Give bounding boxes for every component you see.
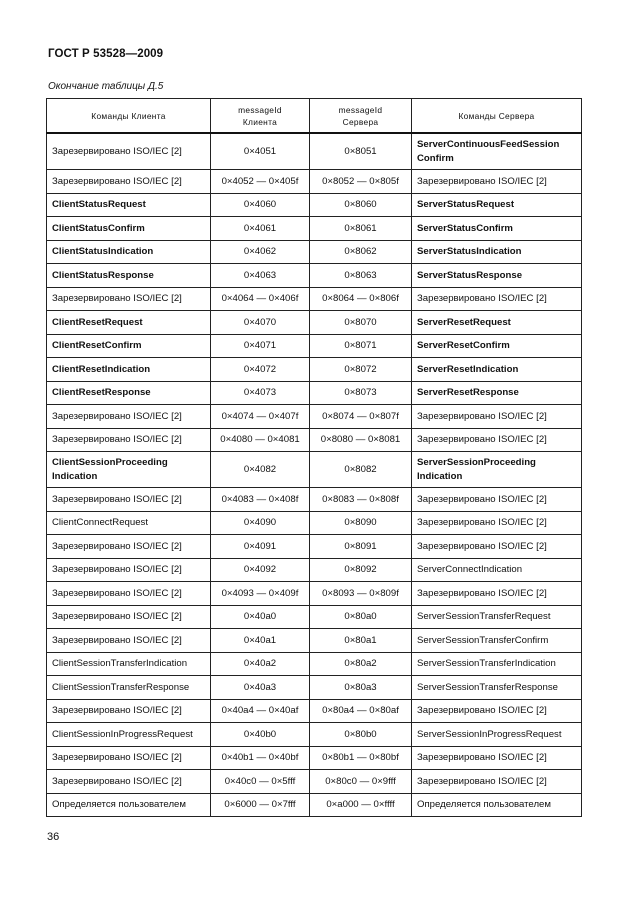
table-row [47, 652, 582, 676]
server-command-cell: ServerStatusResponse [412, 264, 582, 288]
table-row [47, 793, 582, 817]
table-row [47, 193, 582, 217]
client-command-cell: Зарезервировано ISO/IEC [2] [47, 488, 211, 512]
server-command-cell: Зарезервировано ISO/IEC [2] [412, 746, 582, 770]
table-row [47, 676, 582, 700]
table-row [47, 558, 582, 582]
client-command-cell: ClientConnectRequest [47, 511, 211, 535]
page-number: 36 [47, 831, 60, 843]
server-message-id-cell: 0×8051 [310, 133, 412, 170]
client-message-id-cell: 0×4074 — 0×407f [211, 405, 310, 429]
client-command-cell: ClientResetConfirm [47, 334, 211, 358]
table-row [47, 381, 582, 405]
server-message-id-cell: 0×8091 [310, 535, 412, 559]
server-command-cell: Зарезервировано ISO/IEC [2] [412, 699, 582, 723]
server-message-id-cell: 0×80b1 — 0×80bf [310, 746, 412, 770]
server-message-id-cell: 0×8092 [310, 558, 412, 582]
client-command-cell: Зарезервировано ISO/IEC [2] [47, 170, 211, 194]
client-message-id-cell: 0×40a2 [211, 652, 310, 676]
table-row [47, 452, 582, 488]
client-message-id-cell: 0×4062 [211, 240, 310, 264]
header-server-message-id [310, 99, 412, 134]
server-message-id-cell: 0×8080 — 0×8081 [310, 428, 412, 452]
table-row [47, 170, 582, 194]
client-message-id-cell: 0×40b1 — 0×40bf [211, 746, 310, 770]
table-row [47, 488, 582, 512]
server-command-cell: ServerSessionTransferConfirm [412, 629, 582, 653]
server-command-cell: ServerContinuousFeedSession Confirm [412, 133, 582, 170]
server-message-id-cell: 0×8073 [310, 381, 412, 405]
client-command-cell: ClientStatusIndication [47, 240, 211, 264]
server-command-cell: Зарезервировано ISO/IEC [2] [412, 405, 582, 429]
client-command-cell: ClientSessionProceeding Indication [47, 452, 211, 488]
client-message-id-cell: 0×40c0 — 0×5fff [211, 770, 310, 794]
client-message-id-cell: 0×4070 [211, 311, 310, 335]
client-message-id-cell: 0×4060 [211, 193, 310, 217]
table-row [47, 770, 582, 794]
client-message-id-cell: 0×4063 [211, 264, 310, 288]
server-message-id-cell: 0×8064 — 0×806f [310, 287, 412, 311]
server-message-id-cell: 0×80b0 [310, 723, 412, 747]
server-message-id-cell: 0×80a1 [310, 629, 412, 653]
server-message-id-cell: 0×80c0 — 0×9fff [310, 770, 412, 794]
client-message-id-cell: 0×40a0 [211, 605, 310, 629]
table-row [47, 240, 582, 264]
client-message-id-cell: 0×40a4 — 0×40af [211, 699, 310, 723]
client-command-cell: ClientStatusConfirm [47, 217, 211, 241]
table-row [47, 699, 582, 723]
document-header: ГОСТ Р 53528—2009 [48, 48, 164, 60]
table-row [47, 405, 582, 429]
table-row [47, 287, 582, 311]
server-message-id-cell: 0×8071 [310, 334, 412, 358]
server-command-cell: Зарезервировано ISO/IEC [2] [412, 582, 582, 606]
table-row [47, 334, 582, 358]
server-command-cell: ServerResetRequest [412, 311, 582, 335]
client-command-cell: ClientStatusRequest [47, 193, 211, 217]
server-command-cell: ServerStatusConfirm [412, 217, 582, 241]
server-command-cell: Определяется пользователем [412, 793, 582, 817]
client-command-cell: Зарезервировано ISO/IEC [2] [47, 746, 211, 770]
client-command-cell: Зарезервировано ISO/IEC [2] [47, 629, 211, 653]
table-row [47, 629, 582, 653]
server-command-cell: Зарезервировано ISO/IEC [2] [412, 535, 582, 559]
table-row [47, 723, 582, 747]
table-row [47, 358, 582, 382]
server-command-cell: ServerResetResponse [412, 381, 582, 405]
server-command-cell: ServerSessionTransferIndication [412, 652, 582, 676]
server-command-cell: Зарезервировано ISO/IEC [2] [412, 428, 582, 452]
client-message-id-cell: 0×4052 — 0×405f [211, 170, 310, 194]
table-row [47, 582, 582, 606]
client-command-cell: Зарезервировано ISO/IEC [2] [47, 558, 211, 582]
client-message-id-cell: 0×4090 [211, 511, 310, 535]
server-command-cell: Зарезервировано ISO/IEC [2] [412, 770, 582, 794]
table-row [47, 511, 582, 535]
client-command-cell: Зарезервировано ISO/IEC [2] [47, 405, 211, 429]
client-message-id-cell: 0×4092 [211, 558, 310, 582]
table-row [47, 535, 582, 559]
client-command-cell: ClientResetResponse [47, 381, 211, 405]
server-message-id-cell: 0×8090 [310, 511, 412, 535]
client-message-id-cell: 0×4082 [211, 452, 310, 488]
client-command-cell: ClientSessionInProgressRequest [47, 723, 211, 747]
table-caption: Окончание таблицы Д.5 [48, 81, 164, 92]
client-message-id-cell: 0×4071 [211, 334, 310, 358]
header-server-message-id-line2: Сервера [342, 116, 379, 127]
server-command-cell: ServerResetConfirm [412, 334, 582, 358]
server-command-cell: ServerStatusIndication [412, 240, 582, 264]
server-message-id-cell: 0×a000 — 0×ffff [310, 793, 412, 817]
client-command-cell: Зарезервировано ISO/IEC [2] [47, 535, 211, 559]
client-message-id-cell: 0×4061 [211, 217, 310, 241]
client-message-id-cell: 0×4051 [211, 133, 310, 170]
server-message-id-cell: 0×80a2 [310, 652, 412, 676]
table-row [47, 605, 582, 629]
table-row [47, 428, 582, 452]
server-command-cell: Зарезервировано ISO/IEC [2] [412, 170, 582, 194]
table-row [47, 746, 582, 770]
server-message-id-cell: 0×8063 [310, 264, 412, 288]
server-command-cell: Зарезервировано ISO/IEC [2] [412, 511, 582, 535]
client-message-id-cell: 0×6000 — 0×7fff [211, 793, 310, 817]
server-message-id-cell: 0×8083 — 0×808f [310, 488, 412, 512]
table-header-row [47, 99, 582, 134]
server-command-cell: ServerSessionProceeding Indication [412, 452, 582, 488]
header-client-message-id [211, 99, 310, 134]
server-message-id-cell: 0×80a3 [310, 676, 412, 700]
client-command-cell: ClientResetRequest [47, 311, 211, 335]
client-command-cell: Определяется пользователем [47, 793, 211, 817]
client-message-id-cell: 0×4080 — 0×4081 [211, 428, 310, 452]
client-command-cell: Зарезервировано ISO/IEC [2] [47, 133, 211, 170]
client-message-id-cell: 0×4093 — 0×409f [211, 582, 310, 606]
client-command-cell: Зарезервировано ISO/IEC [2] [47, 770, 211, 794]
client-command-cell: ClientSessionTransferResponse [47, 676, 211, 700]
client-message-id-cell: 0×40a3 [211, 676, 310, 700]
client-command-cell: ClientResetIndication [47, 358, 211, 382]
client-command-cell: ClientStatusResponse [47, 264, 211, 288]
header-client-message-id-line2: Клиента [242, 116, 278, 127]
table-row [47, 217, 582, 241]
header-client-message-id-line1: messageId [238, 104, 282, 115]
client-command-cell: Зарезервировано ISO/IEC [2] [47, 582, 211, 606]
table-row [47, 264, 582, 288]
server-message-id-cell: 0×8074 — 0×807f [310, 405, 412, 429]
table-row [47, 311, 582, 335]
client-message-id-cell: 0×40b0 [211, 723, 310, 747]
client-command-cell: Зарезервировано ISO/IEC [2] [47, 287, 211, 311]
client-message-id-cell: 0×4064 — 0×406f [211, 287, 310, 311]
server-message-id-cell: 0×80a4 — 0×80af [310, 699, 412, 723]
server-command-cell: ServerSessionTransferRequest [412, 605, 582, 629]
header-client-commands: Команды Клиента [47, 99, 211, 134]
server-message-id-cell: 0×8093 — 0×809f [310, 582, 412, 606]
server-message-id-cell: 0×8072 [310, 358, 412, 382]
client-command-cell: Зарезервировано ISO/IEC [2] [47, 428, 211, 452]
table-body [47, 133, 582, 817]
server-message-id-cell: 0×8062 [310, 240, 412, 264]
server-command-cell: ServerResetIndication [412, 358, 582, 382]
server-command-cell: ServerSessionInProgressRequest [412, 723, 582, 747]
server-command-cell: Зарезервировано ISO/IEC [2] [412, 287, 582, 311]
server-message-id-cell: 0×8070 [310, 311, 412, 335]
server-command-cell: ServerSessionTransferResponse [412, 676, 582, 700]
server-message-id-cell: 0×8061 [310, 217, 412, 241]
server-message-id-cell: 0×8052 — 0×805f [310, 170, 412, 194]
client-message-id-cell: 0×4091 [211, 535, 310, 559]
client-message-id-cell: 0×4083 — 0×408f [211, 488, 310, 512]
client-message-id-cell: 0×40a1 [211, 629, 310, 653]
table-row [47, 133, 582, 170]
client-command-cell: ClientSessionTransferIndication [47, 652, 211, 676]
server-command-cell: ServerStatusRequest [412, 193, 582, 217]
server-message-id-cell: 0×8082 [310, 452, 412, 488]
server-message-id-cell: 0×8060 [310, 193, 412, 217]
client-command-cell: Зарезервировано ISO/IEC [2] [47, 699, 211, 723]
header-server-message-id-line1: messageId [338, 104, 383, 115]
client-message-id-cell: 0×4072 [211, 358, 310, 382]
server-command-cell: ServerConnectIndication [412, 558, 582, 582]
commands-table [46, 98, 582, 817]
header-server-commands: Команды Сервера [412, 99, 582, 134]
server-command-cell: Зарезервировано ISO/IEC [2] [412, 488, 582, 512]
client-message-id-cell: 0×4073 [211, 381, 310, 405]
server-message-id-cell: 0×80a0 [310, 605, 412, 629]
client-command-cell: Зарезервировано ISO/IEC [2] [47, 605, 211, 629]
